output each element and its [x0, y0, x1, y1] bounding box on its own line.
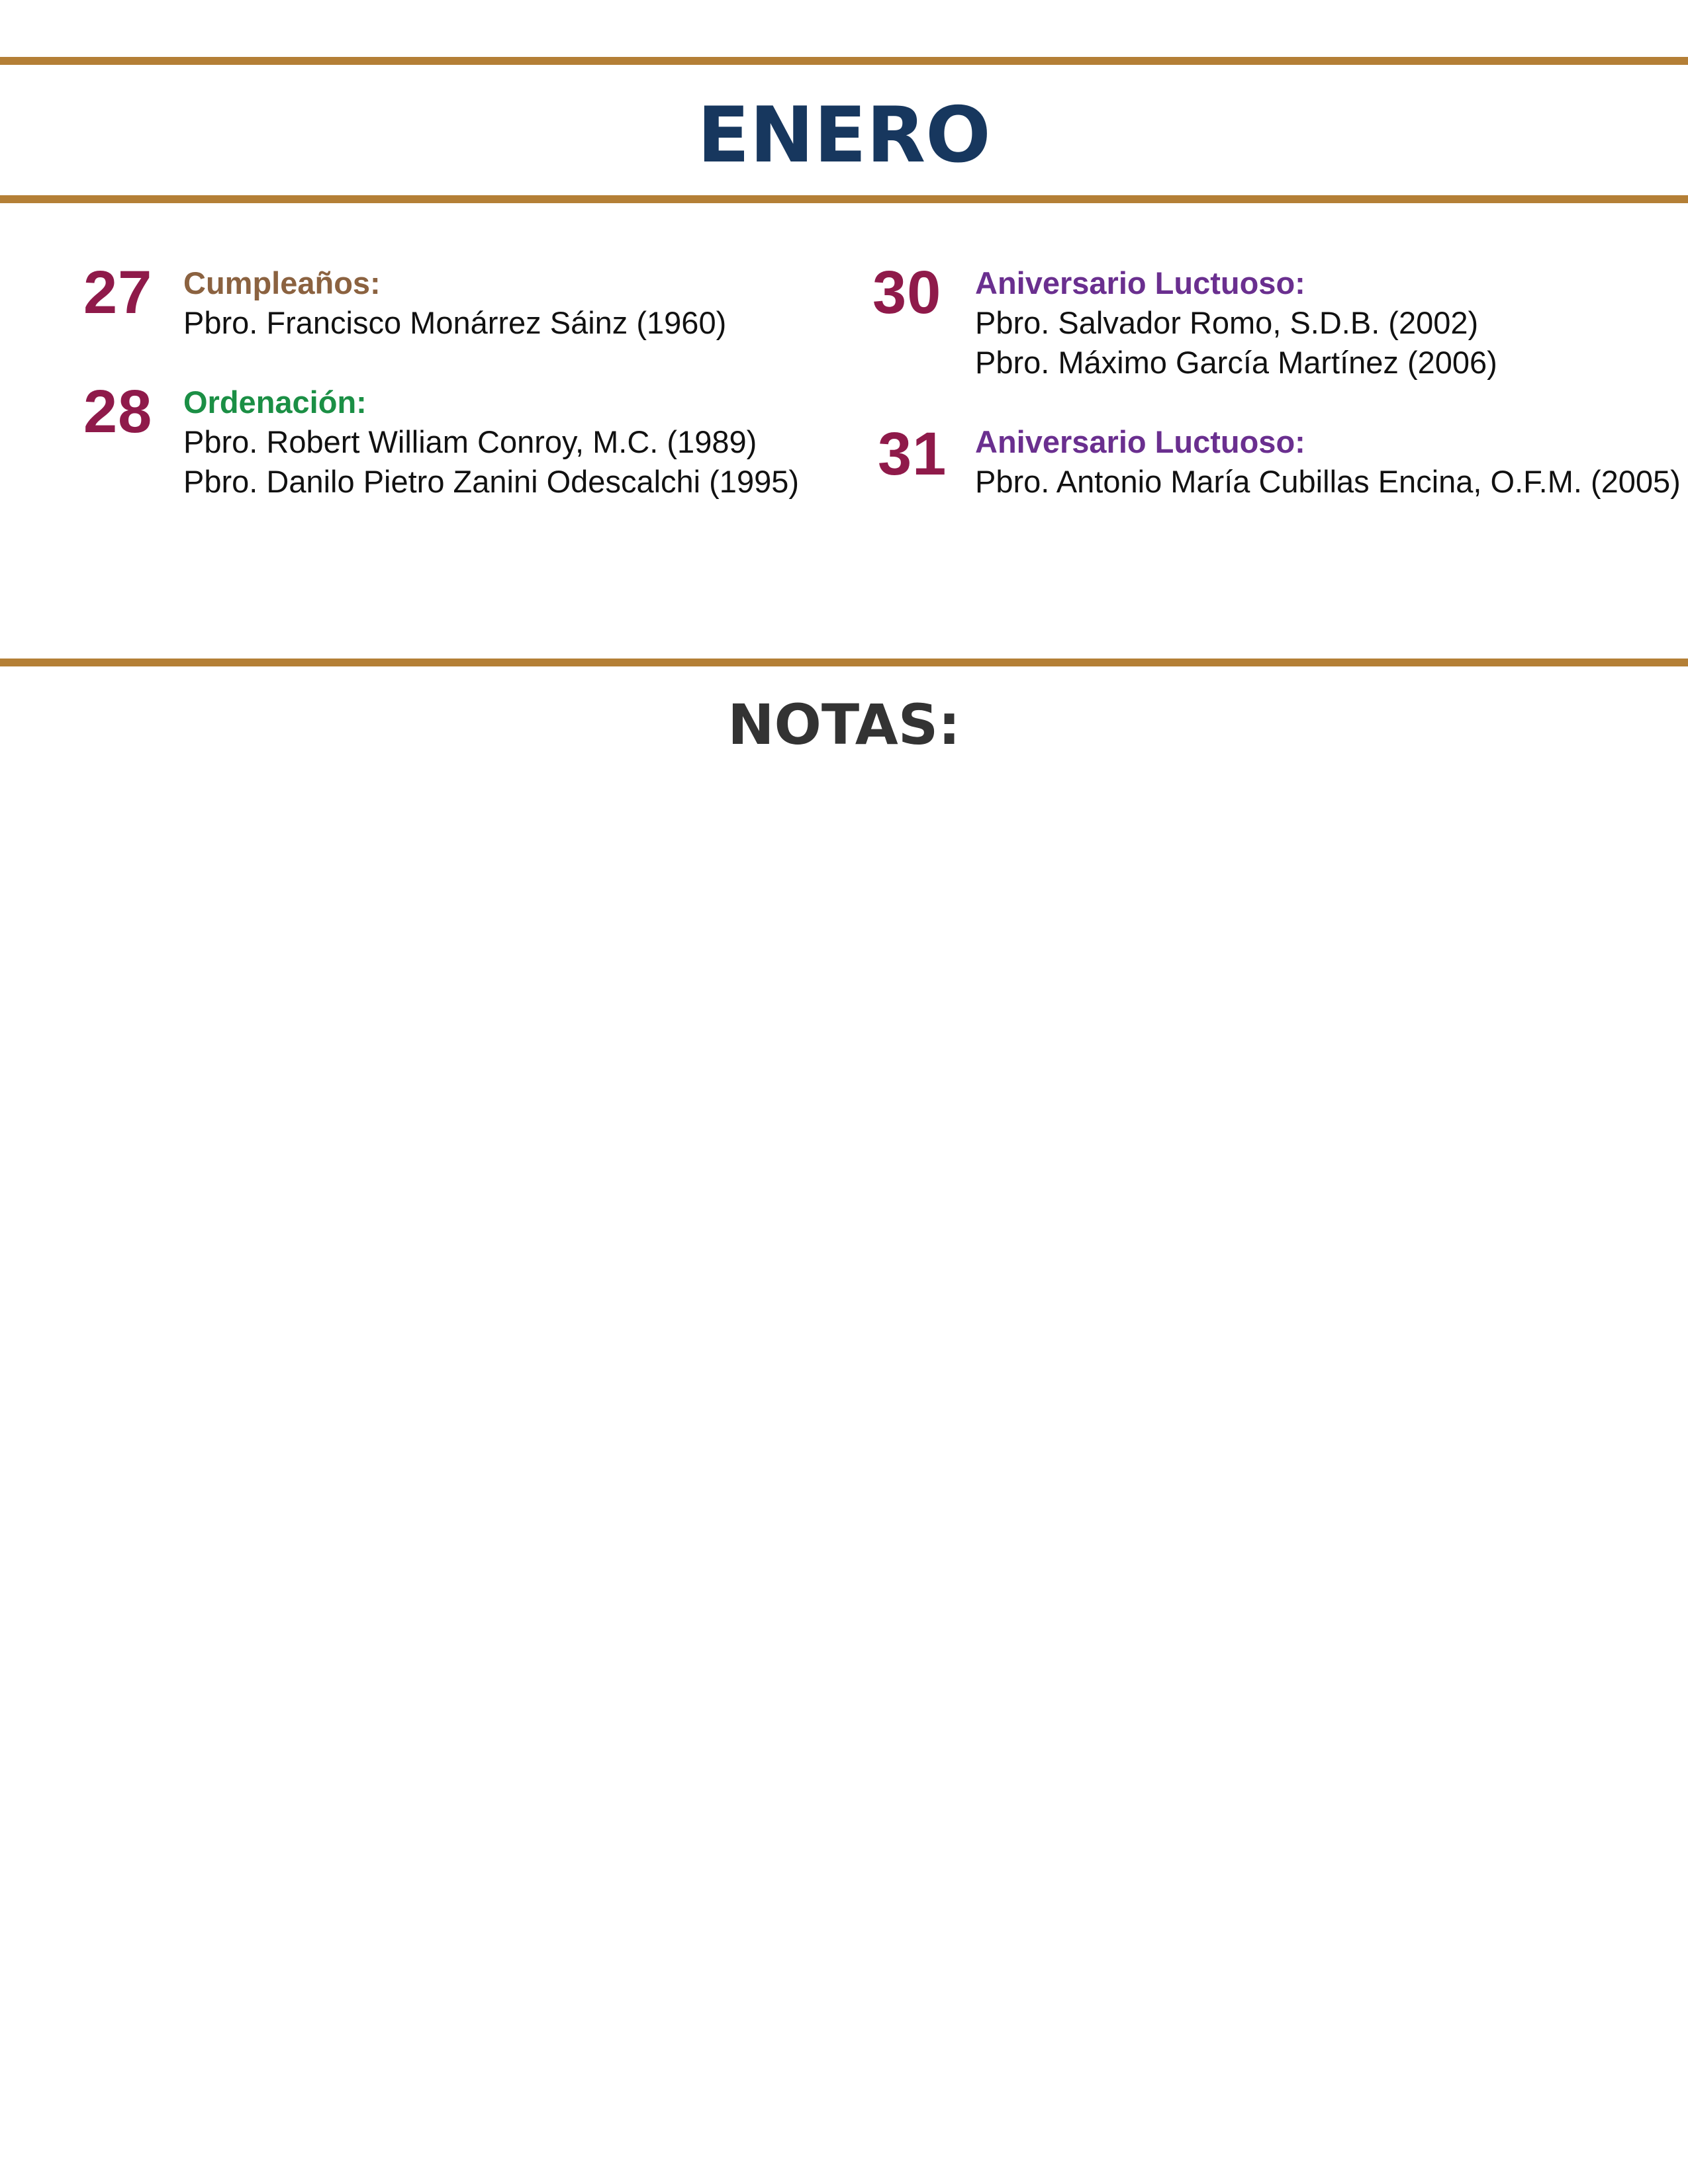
event-block [975, 263, 1497, 383]
category-label: Aniversario Luctuoso: [975, 265, 1305, 300]
month-title-underline [0, 195, 1688, 203]
event-block [183, 383, 799, 502]
person-line: Pbro. Robert William Conroy, M.C. (1989) [183, 424, 757, 459]
day-number: 31 [878, 420, 947, 488]
person-line: Pbro. Máximo García Martínez (2006) [975, 345, 1497, 380]
person-line: Pbro. Danilo Pietro Zanini Odescalchi (1995) [183, 464, 800, 499]
notes-title: NOTAS: [727, 692, 961, 757]
category-label: Ordenación: [183, 385, 367, 420]
month-title: ENERO [697, 91, 991, 180]
event-block [975, 422, 1681, 502]
day-number: 27 [83, 259, 153, 326]
day-number: 28 [83, 378, 153, 445]
notes-area[interactable] [0, 768, 1688, 2158]
event-block [183, 263, 726, 343]
day-number: 30 [872, 259, 942, 326]
category-label: Cumpleaños: [183, 265, 381, 300]
notes-rule [0, 659, 1688, 666]
person-line: Pbro. Francisco Monárrez Sáinz (1960) [183, 305, 727, 340]
person-line: Pbro. Antonio María Cubillas Encina, O.F.M. (2005) [975, 464, 1681, 499]
top-rule [0, 57, 1688, 65]
person-line: Pbro. Salvador Romo, S.D.B. (2002) [975, 305, 1479, 340]
category-label: Aniversario Luctuoso: [975, 424, 1305, 459]
